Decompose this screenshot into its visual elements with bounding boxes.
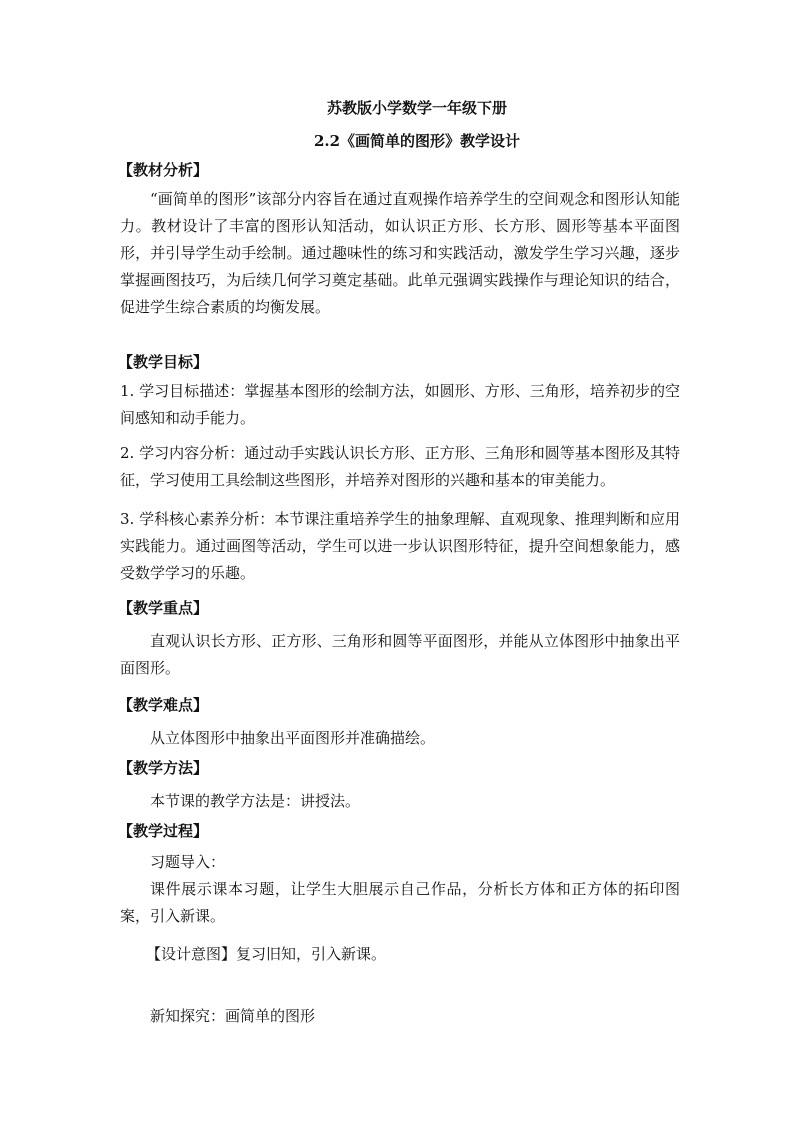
section-heading-process: 【教学过程】: [118, 822, 209, 840]
section-heading-goals: 【教学目标】: [118, 353, 209, 371]
section-heading-analysis: 【教材分析】: [118, 161, 209, 179]
section-heading-methods: 【教学方法】: [118, 759, 209, 777]
goal-item-1: 1. 学习目标描述：掌握基本图形的绘制方法，如圆形、方形、三角形，培养初步的空间感知和动手能力。: [120, 382, 680, 427]
process-intro-label: 习题导入：: [150, 853, 226, 871]
goal-item-3: 3. 学科核心素养分析：本节课注重培养学生的抽象理解、直观现象、推理判断和应用实践能力。通过画图等活动，学生可以进一步认识图形特征，提升空间想象能力，感受数学学习的乐趣。: [120, 510, 680, 582]
process-intro-paragraph: 课件展示课本习题，让学生大胆展示自己作品，分析长方体和正方体的拓印图案，引入新课。: [120, 880, 680, 925]
methods-text: 本节课的教学方法是：讲授法。: [150, 792, 361, 810]
document-title: 苏教版小学数学一年级下册: [326, 99, 507, 117]
key-points-paragraph: 直观认识长方形、正方形、三角形和圆等平面图形，并能从立体图形中抽象出平面图形。: [120, 632, 680, 677]
document-subtitle: 2.2《画简单的图形》教学设计: [313, 132, 521, 150]
section-heading-key-points: 【教学重点】: [118, 599, 209, 617]
process-design-intent: 【设计意图】复习旧知，引入新课。: [146, 945, 387, 963]
goal-item-2: 2. 学习内容分析：通过动手实践认识长方形、正方形、三角形和圆等基本图形及其特征，学习使用工具绘制这些图形，并培养对图形的兴趣和基本的审美能力。: [120, 444, 680, 489]
section-heading-difficulties: 【教学难点】: [118, 696, 209, 714]
difficulties-text: 从立体图形中抽象出平面图形并准确描绘。: [150, 729, 436, 747]
analysis-paragraph: “画简单的图形”该部分内容旨在通过直观操作培养学生的空间观念和图形认知能力。教材设计了丰富的图形认知活动，如认识正方形、长方形、圆形等基本平面图形，并引导学生动手绘制。通过趣味性的练习和实践活动，激发学生学习兴趣，逐步掌握画图技巧，为后续几何学习奠定基础。此单元强调实践操作与理论知识的结合，促进学生综合素质的均衡发展。: [120, 190, 680, 316]
process-explore-label: 新知探究：画简单的图形: [150, 1007, 316, 1025]
